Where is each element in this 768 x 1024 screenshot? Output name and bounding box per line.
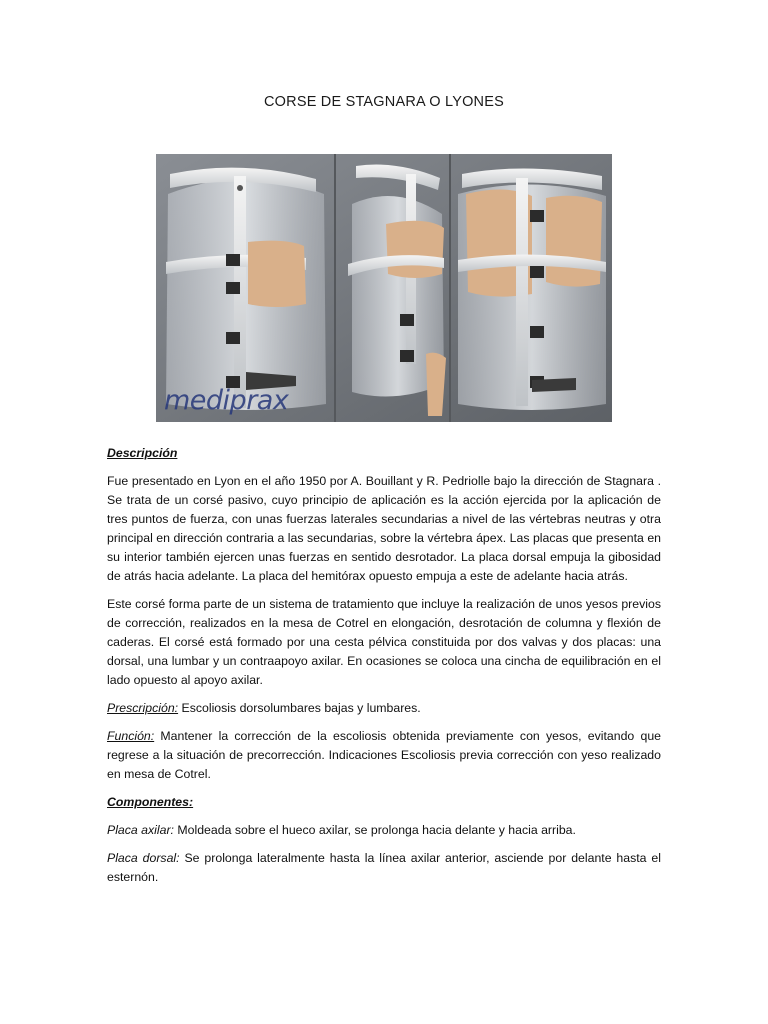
mediprax-watermark-logo: mediprax	[164, 385, 289, 416]
placa-axilar-label: Placa axilar:	[107, 823, 174, 837]
document-title: CORSE DE STAGNARA O LYONES	[264, 94, 504, 110]
componentes-heading: Componentes:	[107, 795, 194, 809]
corset-photographs-image	[156, 154, 612, 422]
funcion-label: Función:	[107, 729, 155, 743]
document-body	[107, 444, 661, 896]
descripcion-paragraph-1: Fue presentado en Lyon en el año 1950 por A. Bouillant y R. Pedriolle bajo la dirección de Stagnara . Se trata de un corsé pasivo, cuyo principio de aplicación es la acción ejercida por la aplicación de tres puntos de fuerza, con unas fuerzas laterales secundarias a nivel de las vértebras neutras y otra principal en dirección contraria a las secundarias, sobre la vértebra ápex. Las placas que presenta en su interior también ejercen unas fuerzas en sentido desrotador. La placa dorsal empuja la gibosidad de atrás hacia adelante. La placa del hemitórax opuesto empuja a este de adelante hacia atrás.	[107, 474, 661, 583]
prescripcion-paragraph	[107, 699, 661, 718]
placa-dorsal-text: Se prolonga lateralmente hasta la línea axilar anterior, asciende por delante hasta el esternón.	[107, 851, 661, 884]
placa-axilar-text: Moldeada sobre el hueco axilar, se prolonga hacia delante y hacia arriba.	[173, 823, 576, 837]
funcion-text: Mantener la corrección de la escoliosis obtenida previamente con yesos, evitando que regrese a la situación de precorrección. Indicaciones Escoliosis previa corrección con yeso realizado en mesa de Cotrel.	[107, 729, 661, 781]
corset-front-view	[166, 168, 326, 410]
placa-dorsal-paragraph	[107, 849, 661, 887]
placa-dorsal-label: Placa dorsal:	[107, 851, 180, 865]
prescripcion-text: Escoliosis dorsolumbares bajas y lumbares.	[178, 701, 421, 715]
descripcion-heading: Descripción	[107, 446, 178, 460]
prescripcion-label: Prescripción:	[107, 701, 179, 715]
placa-axilar-paragraph	[107, 821, 661, 840]
corset-photo-figure	[156, 154, 612, 422]
funcion-paragraph	[107, 727, 661, 784]
descripcion-paragraph-2: Este corsé forma parte de un sistema de tratamiento que incluye la realización de unos yesos previos de corrección, realizados en la mesa de Cotrel en elongación, desrotación de columna y flexión de caderas. El corsé está formado por una cesta pélvica constituida por dos valvas y dos placas: una dorsal, una lumbar y un contraapoyo axilar. En ocasiones se coloca una cincha de equilibración en el lado opuesto al apoyo axilar.	[107, 597, 661, 687]
corset-back-view	[458, 168, 606, 410]
